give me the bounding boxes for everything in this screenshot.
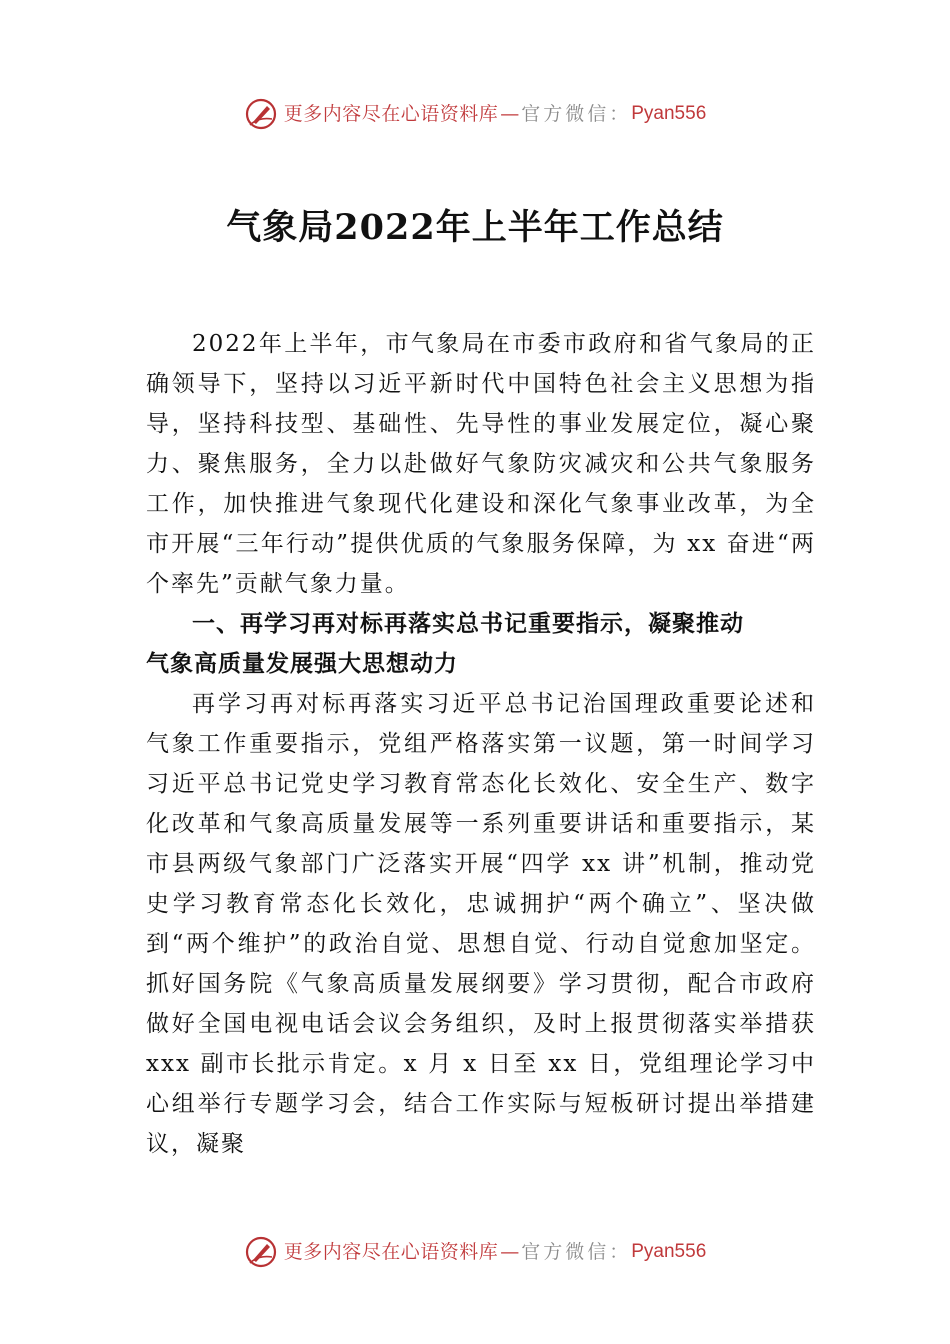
watermark-banner-top xyxy=(0,94,950,134)
watermark-label: 官方微信： xyxy=(521,1241,632,1263)
watermark-separator: — xyxy=(500,1241,520,1263)
watermark-text: 更多内容尽在心语资料库 xyxy=(283,1241,499,1263)
document-title: 气象局2022年上半年工作总结 xyxy=(226,207,724,248)
section-heading: 一、再学习再对标再落实总书记重要指示，凝聚推动气象高质量发展强大思想动力 xyxy=(146,611,744,677)
watermark-text: 更多内容尽在心语资料库 xyxy=(283,103,499,125)
section-paragraph: 再学习再对标再落实习近平总书记治国理政重要论述和气象工作重要指示，党组严格落实第一议题，第一时间学习习近平总书记党史学习教育常态化长效化、安全生产、数字化改革和气象高质量发展等一系列重要讲话和重要指示，某市县两级气象部门广泛落实开展“四学 xx 讲”机制，推动党史学习教育常态化长效化，忠诚拥护“两个确立”、坚决做到“两个维护”的政治自觉、思想自觉、行动自觉愈加坚定。抓好国务院《气象高质量发展纲要》学习贯彻，配合市政府做好全国电视电话会议会务组织，及时上报贯彻落实举措获 xxx 副市长批示肯定。x 月 x 日至 xx 日，党组理论学习中心组举行专题学习会，结合工作实际与短板研讨提出举措建议，凝聚 xyxy=(146,691,816,1157)
watermark-banner-bottom xyxy=(0,1232,950,1272)
document-body xyxy=(146,324,816,1164)
watermark-id: Pyan556 xyxy=(631,103,707,124)
pen-circle-logo-icon xyxy=(244,97,278,131)
watermark-separator: — xyxy=(500,103,520,125)
pen-circle-logo-icon xyxy=(244,1235,278,1269)
intro-paragraph: 2022年上半年，市气象局在市委市政府和省气象局的正确领导下，坚持以习近平新时代中国特色社会主义思想为指导，坚持科技型、基础性、先导性的事业发展定位，凝心聚力、聚焦服务，全力以赴做好气象防灾减灾和公共气象服务工作，加快推进气象现代化建设和深化气象事业改革，为全市开展“三年行动”提供优质的气象服务保障，为 xx 奋进“两个率先”贡献气象力量。 xyxy=(146,331,816,597)
watermark-id: Pyan556 xyxy=(631,1241,707,1262)
watermark-label: 官方微信： xyxy=(521,103,632,125)
